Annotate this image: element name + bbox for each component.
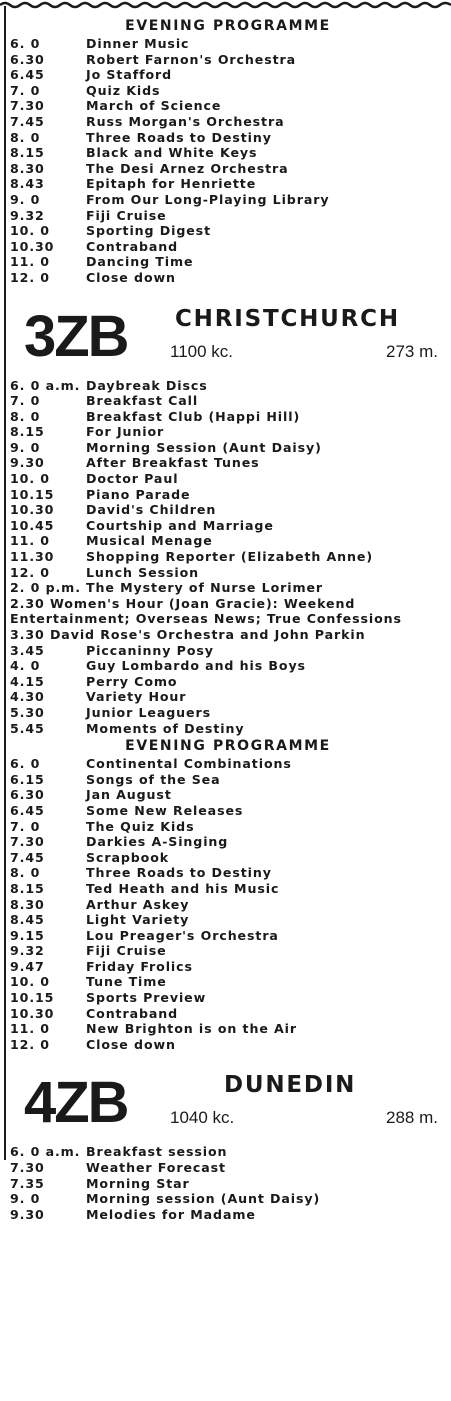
- programme-title: Tune Time: [86, 974, 167, 990]
- programme-time: 10.45: [10, 517, 55, 533]
- programme-title: For Junior: [86, 424, 165, 440]
- programme-title: Variety Hour: [86, 689, 187, 705]
- list-item: [10, 1006, 446, 1022]
- list-item: [10, 881, 446, 897]
- programme-time: 4.30: [10, 689, 45, 705]
- programme-time: 8.30: [10, 896, 45, 912]
- station-call-sign: 4ZB: [24, 1070, 128, 1136]
- programme-title: Arthur Askey: [86, 896, 190, 912]
- list-item: [10, 928, 446, 944]
- list-item: [10, 254, 446, 270]
- list-item: [10, 1191, 446, 1207]
- station-wavelength: 273 m.: [386, 341, 438, 361]
- station-frequency: 1040 kc.: [170, 1108, 235, 1128]
- programme-title: Sports Preview: [86, 990, 207, 1006]
- programme-time: 8. 0: [10, 408, 41, 424]
- programme-time: 7.45: [10, 113, 45, 129]
- programme-time: 10.15: [10, 486, 55, 502]
- list-item: [10, 689, 446, 705]
- programme-time: 10. 0: [10, 974, 50, 990]
- programme-title: Three Roads to Destiny: [86, 865, 272, 881]
- station-city: CHRISTCHURCH: [175, 305, 400, 332]
- programme-time: 3.45: [10, 642, 45, 658]
- programme-title: Black and White Keys: [86, 145, 258, 161]
- programme-time: 6.30: [10, 51, 45, 67]
- station-frequency: 1100 kc.: [170, 341, 234, 361]
- programme-title: Continental Combinations: [86, 756, 292, 772]
- list-item: [10, 819, 446, 835]
- list-item: [10, 424, 446, 440]
- programme-title: Songs of the Sea: [86, 771, 221, 787]
- list-item: [10, 1021, 446, 1037]
- programme-title: Junior Leaguers: [86, 704, 211, 720]
- programme-time: 8.43: [10, 176, 45, 192]
- programme-title: After Breakfast Tunes: [86, 455, 260, 471]
- programme-time: 10.30: [10, 1005, 55, 1021]
- programme-time: 9. 0: [10, 191, 41, 207]
- list-item: [10, 98, 446, 114]
- programme-column: [10, 16, 446, 1222]
- programme-time: 6. 0: [10, 756, 41, 772]
- programme-title: Morning Session (Aunt Daisy): [86, 439, 322, 455]
- programme-title: Dinner Music: [86, 36, 190, 51]
- station-header-3zb: [10, 304, 446, 378]
- programme-time: 9.32: [10, 207, 45, 223]
- list-item: [10, 502, 446, 518]
- list-item: [10, 705, 446, 721]
- list-item: [10, 803, 446, 819]
- list-item: [10, 487, 446, 503]
- programme-title: Friday Frolics: [86, 958, 193, 974]
- list-item: [10, 1037, 446, 1053]
- programme-time: 12. 0: [10, 269, 50, 285]
- programme-title: Dancing Time: [86, 254, 194, 270]
- list-item: [10, 176, 446, 192]
- station-call-sign: 3ZB: [24, 303, 128, 369]
- programme-title: Fiji Cruise: [86, 943, 167, 959]
- programme-title: Darkies A-Singing: [86, 834, 229, 850]
- programme-time: 7. 0: [10, 82, 41, 98]
- list-item: [10, 145, 446, 161]
- programme-time: 10.15: [10, 990, 55, 1006]
- programme-title: Melodies for Madame: [86, 1206, 256, 1222]
- programme-title: Contraband: [86, 1005, 179, 1021]
- programme-time: 2. 0 p.m.: [10, 580, 81, 596]
- programme-title: Jan August: [86, 787, 172, 803]
- list-item: [10, 974, 446, 990]
- programme-title: Jo Stafford: [86, 67, 173, 83]
- list-item: [10, 1207, 446, 1223]
- list-item: [10, 658, 446, 674]
- programme-time: 5.45: [10, 720, 45, 736]
- programme-time: 7.30: [10, 1160, 45, 1176]
- station-city: DUNEDIN: [224, 1072, 357, 1099]
- programme-title: Ted Heath and his Music: [86, 880, 280, 896]
- list-item: [10, 1176, 446, 1192]
- list-item: [10, 627, 446, 643]
- programme-title: Epitaph for Henriette: [86, 176, 257, 192]
- list-item: [10, 114, 446, 130]
- list-item: [10, 643, 446, 659]
- programme-time: 7. 0: [10, 393, 41, 409]
- programme-time: 11.30: [10, 549, 55, 565]
- list-item: [10, 596, 446, 627]
- list-item: [10, 36, 446, 52]
- programme-time: 7.30: [10, 834, 45, 850]
- programme-title: Morning session (Aunt Daisy): [86, 1191, 321, 1207]
- programme-time: 6.45: [10, 802, 45, 818]
- programme-time: 10. 0: [10, 223, 50, 239]
- station-wavelength: 288 m.: [386, 1108, 438, 1128]
- programme-title: Scrapbook: [86, 849, 170, 865]
- programme-time: 8.15: [10, 424, 45, 440]
- programme-title: Three Roads to Destiny: [86, 129, 272, 145]
- list-item: [10, 772, 446, 788]
- list-item: [10, 565, 446, 581]
- list-item: [10, 393, 446, 409]
- programme-time: 9.47: [10, 958, 45, 974]
- programme-time: 6. 0 a.m.: [10, 1144, 81, 1160]
- programme-title: Some New Releases: [86, 802, 244, 818]
- programme-title: Lou Preager's Orchestra: [86, 927, 279, 943]
- programme-time: 6.45: [10, 67, 45, 83]
- column-left-rule: [4, 6, 6, 1160]
- programme-title: Doctor Paul: [86, 471, 179, 487]
- list-item: [10, 834, 446, 850]
- list-item: [10, 580, 446, 596]
- list-item: [10, 990, 446, 1006]
- list-item: [10, 192, 446, 208]
- list-item: [10, 518, 446, 534]
- programme-title: Fiji Cruise: [86, 207, 167, 223]
- programme-time: 12. 0: [10, 564, 50, 580]
- list-item: [10, 959, 446, 975]
- list-item: [10, 270, 446, 286]
- list-item: [10, 897, 446, 913]
- programme-time: 11. 0: [10, 1021, 50, 1037]
- programme-time: 8. 0: [10, 129, 41, 145]
- programme-title: Breakfast session: [86, 1144, 228, 1160]
- list-item: [10, 67, 446, 83]
- list-item: [10, 161, 446, 177]
- programme-title: Shopping Reporter (Elizabeth Anne): [86, 549, 373, 565]
- evening-programme-heading: EVENING PROGRAMME: [125, 738, 331, 755]
- programme-time: 9.32: [10, 943, 45, 959]
- list-item: [10, 549, 446, 565]
- programme-title: Sporting Digest: [86, 223, 211, 239]
- programme-time: 9.15: [10, 927, 45, 943]
- programme-time: 9. 0: [10, 1191, 41, 1207]
- list-item: [10, 378, 446, 394]
- programme-time: 12. 0: [10, 1036, 50, 1052]
- programme-time: 10.30: [10, 502, 55, 518]
- list-item: [10, 83, 446, 99]
- programme-time: 5.30: [10, 704, 45, 720]
- list-item: [10, 674, 446, 690]
- morning-programme-list: [10, 1144, 446, 1222]
- programme-title: Perry Como: [86, 673, 178, 689]
- evening-programme-list: [10, 756, 446, 1052]
- programme-title: Piano Parade: [86, 486, 191, 502]
- programme-title: David's Children: [86, 502, 217, 518]
- list-item: [10, 865, 446, 881]
- programme-title: Contraband: [86, 238, 179, 254]
- programme-time: 7.35: [10, 1175, 45, 1191]
- programme-title: Moments of Destiny: [86, 720, 245, 736]
- list-item: [10, 1144, 446, 1160]
- programme-title: Morning Star: [86, 1175, 190, 1191]
- programme-title: From Our Long-Playing Library: [86, 191, 330, 207]
- list-item: [10, 721, 446, 737]
- programme-time: 11. 0: [10, 533, 50, 549]
- list-item: [10, 208, 446, 224]
- list-item: [10, 239, 446, 255]
- programme-title: Light Variety: [86, 912, 190, 928]
- list-item: [10, 52, 446, 68]
- programme-title: Quiz Kids: [86, 82, 161, 98]
- programme-title: Courtship and Marriage: [86, 517, 274, 533]
- list-item: [10, 440, 446, 456]
- programme-time: 7. 0: [10, 818, 41, 834]
- programme-time: 9.30: [10, 1206, 45, 1222]
- programme-title: Piccaninny Posy: [86, 642, 214, 658]
- list-item: [10, 409, 446, 425]
- programme-time: 10. 0: [10, 471, 50, 487]
- list-item: [10, 787, 446, 803]
- programme-title: Lunch Session: [86, 564, 200, 580]
- programme-title: March of Science: [86, 98, 222, 114]
- programme-time: 8.15: [10, 880, 45, 896]
- programme-title: Guy Lombardo and his Boys: [86, 658, 306, 674]
- programme-time: 6.30: [10, 787, 45, 803]
- programme-text: 2.30 Women's Hour (Joan Gracie): Weekend Entertainment; Overseas News; True Confessions: [10, 595, 402, 627]
- list-item: [10, 1160, 446, 1176]
- evening-programme-list: [10, 36, 446, 286]
- programme-title: Weather Forecast: [86, 1160, 226, 1176]
- list-item: [10, 943, 446, 959]
- list-item: [10, 130, 446, 146]
- list-item: [10, 756, 446, 772]
- programme-time: 9.30: [10, 455, 45, 471]
- decorative-wavy-rule: [0, 0, 451, 10]
- programme-title: Daybreak Discs: [86, 377, 208, 393]
- programme-title: Breakfast Club (Happi Hill): [86, 408, 301, 424]
- programme-time: 6. 0: [10, 36, 41, 51]
- programme-time: 8.45: [10, 912, 45, 928]
- programme-title: New Brighton is on the Air: [86, 1021, 298, 1037]
- list-item: [10, 850, 446, 866]
- programme-time: 7.30: [10, 98, 45, 114]
- programme-time: 8.15: [10, 145, 45, 161]
- programme-title: Musical Menage: [86, 533, 213, 549]
- programme-title: The Quiz Kids: [86, 818, 195, 834]
- programme-time: 8.30: [10, 160, 45, 176]
- programme-title: Close down: [86, 269, 176, 285]
- programme-title: The Mystery of Nurse Lorimer: [86, 580, 324, 596]
- programme-time: 11. 0: [10, 254, 50, 270]
- programme-time: 4. 0: [10, 658, 41, 674]
- list-item: [10, 533, 446, 549]
- daytime-programme-list: [10, 378, 446, 596]
- programme-time: 7.45: [10, 849, 45, 865]
- afternoon-programme-list: [10, 643, 446, 737]
- programme-time: 10.30: [10, 238, 55, 254]
- programme-title: The Desi Arnez Orchestra: [86, 160, 289, 176]
- programme-time: 6.15: [10, 771, 45, 787]
- programme-title: Close down: [86, 1036, 176, 1052]
- list-item: [10, 223, 446, 239]
- programme-time: 9. 0: [10, 439, 41, 455]
- programme-title: Robert Farnon's Orchestra: [86, 51, 297, 67]
- list-item: [10, 455, 446, 471]
- list-item: [10, 471, 446, 487]
- list-item: [10, 912, 446, 928]
- programme-time: 8. 0: [10, 865, 41, 881]
- programme-text: 3.30 David Rose's Orchestra and John Parkin: [10, 627, 366, 642]
- programme-title: Russ Morgan's Orchestra: [86, 113, 285, 129]
- programme-time: 4.15: [10, 673, 45, 689]
- programme-time: 6. 0 a.m.: [10, 377, 81, 393]
- programme-title: Breakfast Call: [86, 393, 199, 409]
- station-header-4zb: [10, 1070, 446, 1144]
- evening-programme-heading: EVENING PROGRAMME: [125, 18, 331, 34]
